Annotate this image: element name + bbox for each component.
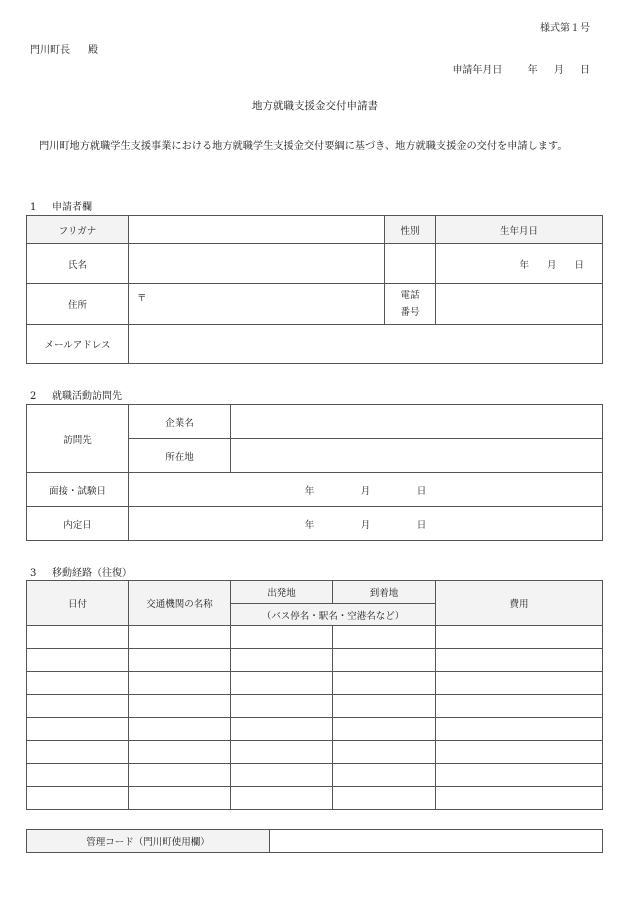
route-date-cell[interactable] xyxy=(27,741,129,764)
route-transport-cell[interactable] xyxy=(129,787,231,810)
address-label: 住所 xyxy=(27,284,129,325)
company-field[interactable] xyxy=(231,405,603,439)
gender-label: 性別 xyxy=(385,216,436,244)
route-arrival-cell[interactable] xyxy=(333,764,436,787)
admin-code-field[interactable] xyxy=(270,830,603,853)
phone-label-line2: 番号 xyxy=(400,307,420,318)
route-transport-cell[interactable] xyxy=(129,695,231,718)
col-place-note: （バス停名・駅名・空港名など） xyxy=(231,604,436,626)
section2-title: 就職活動訪問先 xyxy=(52,391,122,402)
addressee-suffix: 殿 xyxy=(88,45,98,56)
col-cost-header: 費用 xyxy=(436,581,603,626)
route-arrival-cell[interactable] xyxy=(333,787,436,810)
offer-year: 年 xyxy=(304,519,315,531)
route-row xyxy=(27,764,603,787)
name-field[interactable] xyxy=(129,244,385,284)
location-field[interactable] xyxy=(231,439,603,473)
col-date-header: 日付 xyxy=(27,581,129,626)
route-transport-cell[interactable] xyxy=(129,672,231,695)
section2-number: 2 xyxy=(30,391,37,402)
addressee xyxy=(30,41,98,56)
applicant-table xyxy=(26,215,603,364)
intro-text: 門川町地方就職学生支援事業における地方就職学生支援金交付要綱に基づき、地方就職支援金の交付を申請します。 xyxy=(39,141,568,152)
route-row xyxy=(27,649,603,672)
document-title: 地方就職支援金交付申請書 xyxy=(252,100,378,112)
section3-number: 3 xyxy=(30,568,37,579)
route-cost-cell[interactable] xyxy=(436,626,603,649)
col-arrival-header: 到着地 xyxy=(333,581,436,604)
route-row xyxy=(27,718,603,741)
section1-title: 申請者欄 xyxy=(52,202,92,213)
route-cost-cell[interactable] xyxy=(436,695,603,718)
interview-day: 日 xyxy=(416,485,427,497)
route-transport-cell[interactable] xyxy=(129,741,231,764)
offer-label: 内定日 xyxy=(27,507,129,541)
route-cost-cell[interactable] xyxy=(436,649,603,672)
route-table xyxy=(26,580,603,810)
route-cost-cell[interactable] xyxy=(436,672,603,695)
application-date-day: 日 xyxy=(580,65,590,76)
route-transport-cell[interactable] xyxy=(129,649,231,672)
visit-table xyxy=(26,404,603,541)
admin-code-label: 管理コード（門川町使用欄） xyxy=(27,830,270,853)
route-row xyxy=(27,695,603,718)
offer-month: 月 xyxy=(360,519,371,531)
application-date-month: 月 xyxy=(553,65,564,76)
location-label: 所在地 xyxy=(129,439,231,473)
route-arrival-cell[interactable] xyxy=(333,626,436,649)
route-row xyxy=(27,672,603,695)
route-departure-cell[interactable] xyxy=(231,649,333,672)
route-date-cell[interactable] xyxy=(27,787,129,810)
gender-field[interactable] xyxy=(385,244,436,284)
route-date-cell[interactable] xyxy=(27,626,129,649)
route-arrival-cell[interactable] xyxy=(333,672,436,695)
application-date xyxy=(452,61,590,76)
application-date-year: 年 xyxy=(527,65,538,76)
route-departure-cell[interactable] xyxy=(231,626,333,649)
route-date-cell[interactable] xyxy=(27,718,129,741)
postal-mark: 〒 xyxy=(137,293,147,304)
email-label: メールアドレス xyxy=(27,325,129,364)
birth-year: 年 xyxy=(519,259,529,271)
form-number: 様式第１号 xyxy=(540,23,590,34)
route-date-cell[interactable] xyxy=(27,649,129,672)
route-date-cell[interactable] xyxy=(27,695,129,718)
offer-day: 日 xyxy=(416,519,427,531)
route-transport-cell[interactable] xyxy=(129,626,231,649)
application-date-label: 申請年月日 xyxy=(452,65,503,76)
admin-code-table xyxy=(26,829,603,853)
route-cost-cell[interactable] xyxy=(436,764,603,787)
company-label: 企業名 xyxy=(129,405,231,439)
phone-field[interactable] xyxy=(436,284,603,325)
address-field[interactable] xyxy=(129,284,385,325)
col-transport-header: 交通機関の名称 xyxy=(129,581,231,626)
interview-month: 月 xyxy=(360,485,371,497)
col-departure-header: 出発地 xyxy=(231,581,333,604)
interview-year: 年 xyxy=(304,485,315,497)
route-arrival-cell[interactable] xyxy=(333,649,436,672)
route-departure-cell[interactable] xyxy=(231,695,333,718)
addressee-name: 門川町長 xyxy=(30,45,70,56)
route-date-cell[interactable] xyxy=(27,672,129,695)
furigana-label: フリガナ xyxy=(27,216,129,244)
birthdate-field[interactable] xyxy=(436,244,603,284)
email-field[interactable] xyxy=(129,325,603,364)
route-cost-cell[interactable] xyxy=(436,718,603,741)
route-departure-cell[interactable] xyxy=(231,672,333,695)
section2-heading xyxy=(30,387,122,402)
section3-heading xyxy=(30,564,132,579)
interview-label: 面接・試験日 xyxy=(27,473,129,507)
section1-heading xyxy=(30,198,92,213)
route-transport-cell[interactable] xyxy=(129,764,231,787)
route-departure-cell[interactable] xyxy=(231,741,333,764)
visit-label: 訪問先 xyxy=(27,405,129,473)
furigana-field[interactable] xyxy=(129,216,385,244)
route-date-cell[interactable] xyxy=(27,764,129,787)
section1-number: 1 xyxy=(30,202,37,213)
phone-label xyxy=(385,284,436,325)
route-arrival-cell[interactable] xyxy=(333,741,436,764)
route-arrival-cell[interactable] xyxy=(333,695,436,718)
offer-date-field[interactable] xyxy=(129,507,603,541)
birthdate-label: 生年月日 xyxy=(436,216,603,244)
route-row xyxy=(27,787,603,810)
section3-title: 移動経路（往復） xyxy=(52,568,132,579)
name-label: 氏名 xyxy=(27,244,129,284)
interview-date-field[interactable] xyxy=(129,473,603,507)
birth-month: 月 xyxy=(546,259,557,271)
route-arrival-cell[interactable] xyxy=(333,718,436,741)
route-cost-cell[interactable] xyxy=(436,787,603,810)
birth-day: 日 xyxy=(574,259,584,271)
route-departure-cell[interactable] xyxy=(231,764,333,787)
route-row xyxy=(27,626,603,649)
route-transport-cell[interactable] xyxy=(129,718,231,741)
route-row xyxy=(27,741,603,764)
route-departure-cell[interactable] xyxy=(231,718,333,741)
route-departure-cell[interactable] xyxy=(231,787,333,810)
phone-label-line1: 電話 xyxy=(400,290,420,301)
route-cost-cell[interactable] xyxy=(436,741,603,764)
